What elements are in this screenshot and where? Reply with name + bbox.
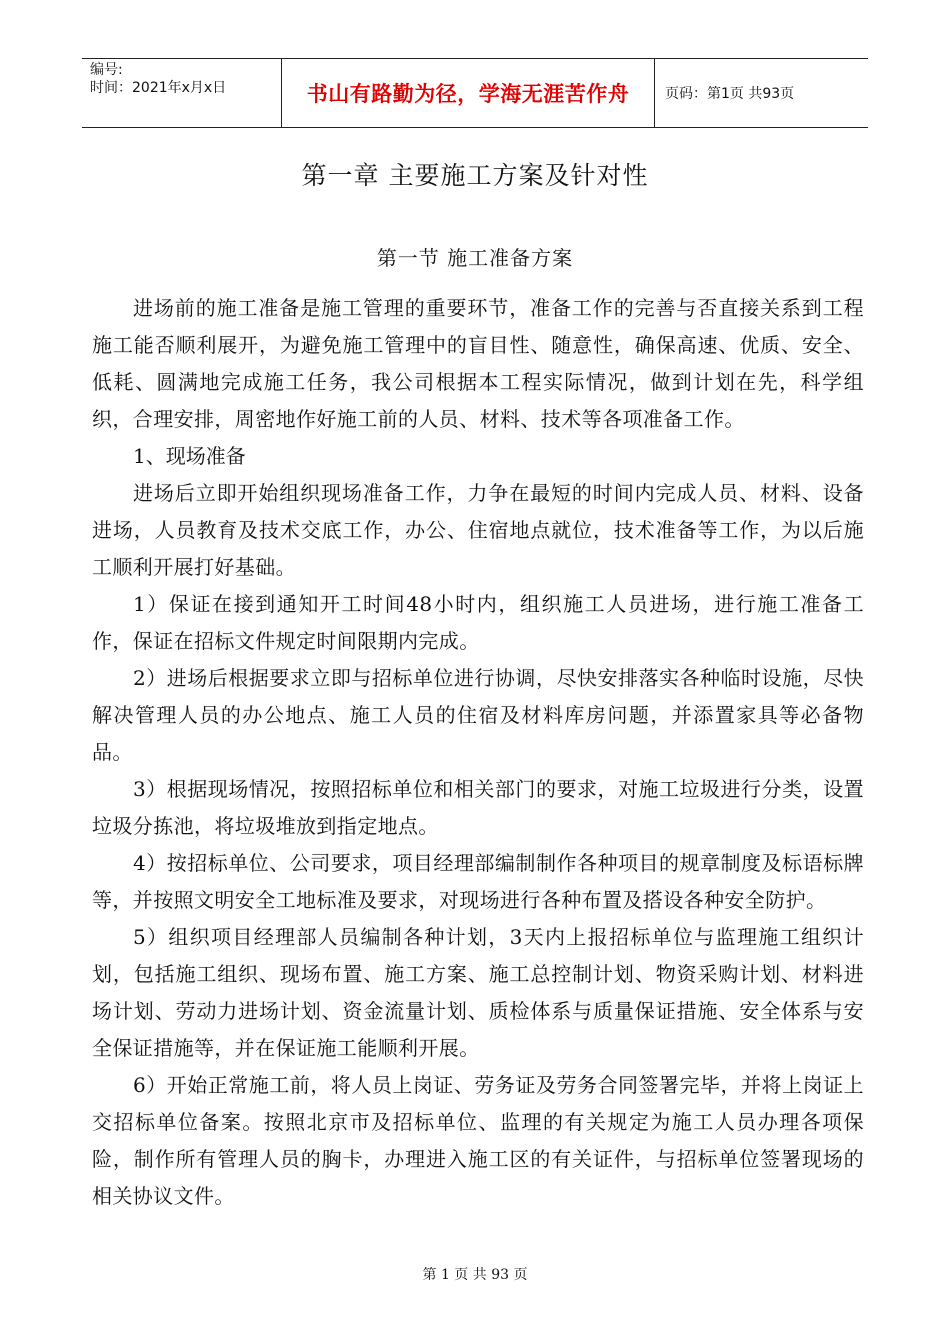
subsection-paragraph: 进场后立即开始组织现场准备工作，力争在最短的时间内完成人员、材料、设备进场，人员教育及技术交底工作，办公、住宿地点就位，技术准备等工作，为以后施工顺利开展打好基础。 [92, 481, 864, 579]
header-motto-cell [282, 59, 655, 127]
list-item-2: 2）进场后根据要求立即与招标单位进行协调，尽快安排落实各种临时设施，尽快解决管理人员的办公地点、施工人员的住宿及材料库房问题，并添置家具等必备物品。 [92, 666, 864, 764]
intro-paragraph: 进场前的施工准备是施工管理的重要环节，准备工作的完善与否直接关系到工程施工能否顺利展开，为避免施工管理中的盲目性、随意性，确保高速、优质、安全、低耗、圆满地完成施工任务，我公司根据本工程实际情况，做到计划在先，科学组织，合理安排，周密地作好施工前的人员、材料、技术等各项准备工作。 [92, 296, 864, 431]
section-title: 第一节 施工准备方案 [376, 246, 574, 270]
page-footer: 第 1 页 共 93 页 [422, 1267, 528, 1283]
list-item-3: 3）根据现场情况，按照招标单位和相关部门的要求，对施工垃圾进行分类，设置垃圾分拣池，将垃圾堆放到指定地点。 [92, 777, 864, 838]
list-item-4: 4）按招标单位、公司要求，项目经理部编制制作各种项目的规章制度及标语标牌等，并按照文明安全工地标准及要求，对现场进行各种布置及搭设各种安全防护。 [92, 851, 864, 912]
list-item-5: 5）组织项目经理部人员编制各种计划，3天内上报招标单位与监理施工组织计划，包括施工组织、现场布置、施工方案、施工总控制计划、物资采购计划、材料进场计划、劳动力进场计划、资金流量计划、质检体系与质量保证措施、安全体系与安全保证措施等，并在保证施工能顺利开展。 [92, 925, 864, 1060]
subsection-heading: 1、现场准备 [133, 444, 246, 468]
header-motto: 书山有路勤为径，学海无涯苦作舟 [306, 82, 630, 106]
document-body [92, 290, 864, 1215]
list-item-6: 6）开始正常施工前，将人员上岗证、劳务证及劳务合同签署完毕，并将上岗证上交招标单位备案。按照北京市及招标单位、监理的有关规定为施工人员办理各项保险，制作所有管理人员的胸卡，办理进入施工区的有关证件，与招标单位签署现场的相关协议文件。 [92, 1073, 864, 1208]
document-date: 时间：2021年x月x日 [90, 80, 227, 96]
header-meta [82, 59, 282, 127]
page-header [82, 58, 868, 128]
chapter-title: 第一章 主要施工方案及针对性 [301, 161, 649, 190]
header-page-info: 页码：第1页 共93页 [665, 86, 795, 102]
document-number-label: 编号: [90, 62, 123, 78]
list-item-1: 1）保证在接到通知开工时间48小时内，组织施工人员进场，进行施工准备工作，保证在招标文件规定时间限期内完成。 [92, 592, 864, 653]
